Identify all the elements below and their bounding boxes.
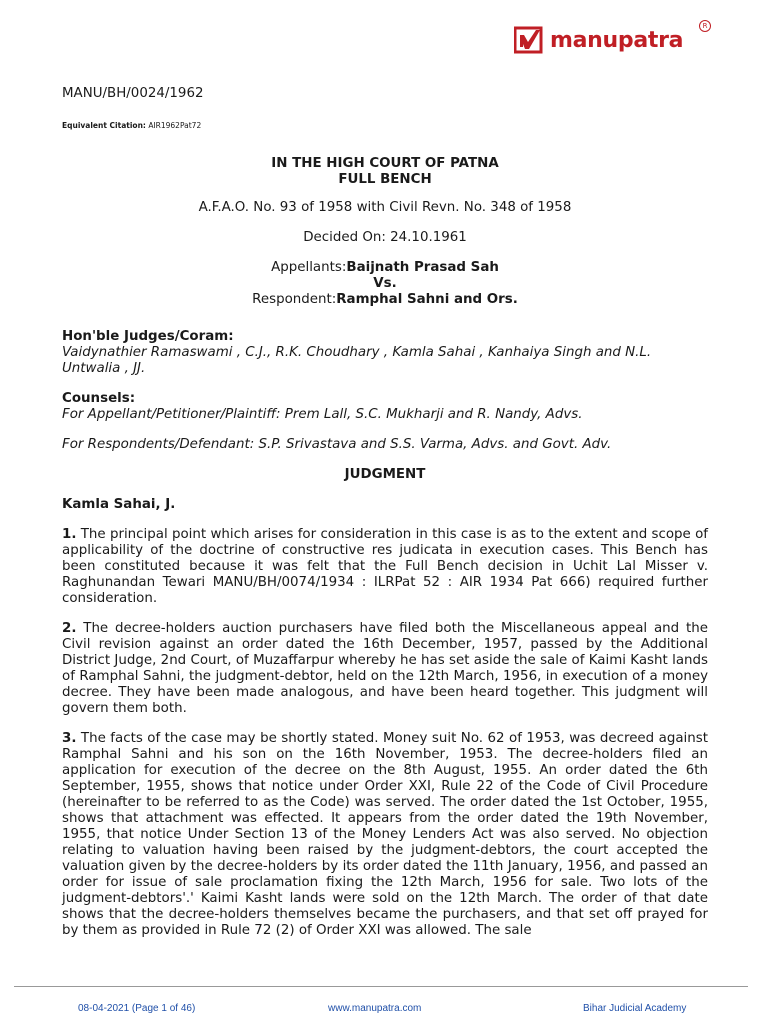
manupatra-logo-icon: [514, 25, 544, 55]
logo-text: manupatra: [550, 27, 684, 53]
paragraph-1: [62, 527, 708, 607]
parties-block: [62, 260, 708, 308]
respondent-label: Respondent:: [252, 292, 337, 307]
equivalent-citation: [62, 118, 708, 134]
equivalent-citation-label: Equivalent Citation:: [62, 121, 146, 130]
court-name: IN THE HIGH COURT OF PATNA: [271, 156, 499, 171]
paragraph-2: [62, 621, 708, 717]
paragraph-number: 1.: [62, 527, 77, 542]
appellants-line: [62, 260, 708, 276]
appellants-name: Baijnath Prasad Sah: [346, 260, 499, 275]
registered-mark: R: [699, 20, 711, 32]
footer-website-link[interactable]: www.manupatra.com: [328, 1003, 422, 1014]
respondent-name: Ramphal Sahni and Ors.: [336, 292, 518, 307]
footer-divider: [14, 986, 748, 987]
decided-date: Decided On: 24.10.1961: [303, 230, 467, 245]
counsel-appellant: For Appellant/Petitioner/Plaintiff: Prem Lall, S.C. Mukharji and R. Nandy, Advs.: [62, 407, 583, 422]
equivalent-citation-value: AIR1962Pat72: [148, 121, 202, 130]
footer-source: Bihar Judicial Academy: [583, 1003, 687, 1014]
bench-name: FULL BENCH: [338, 172, 432, 187]
judgment-author: Kamla Sahai, J.: [62, 497, 176, 512]
paragraph-text: The principal point which arises for consideration in this case is as to the extent and scope of applicability of the doctrine of constructive res judicata in execution cases. This Bench has been constituted because it was felt that the Full Bench decision in Uchit Lal Misser v. Raghunandan Tewari MANU/BH/0074/1934 : ILRPat 52 : AIR 1934 Pat 666) required further consideration.: [62, 527, 708, 606]
appellants-label: Appellants:: [271, 260, 347, 275]
versus: Vs.: [373, 276, 397, 291]
paragraph-text: The decree-holders auction purchasers have filed both the Miscellaneous appeal and the Civil revision against an order dated the 16th December, 1957, passed by the Additional District Judge, 2nd Court, of Muzaffarpur whereby he has set aside the sale of Kaimi Kasht lands of Ramphal Sahni, the judgment-debtor, held on the 12th March, 1956, in execution of a money decree. They have been made analogous, and have been heard together. This judgment will govern them both.: [62, 621, 708, 716]
paragraph-number: 3.: [62, 731, 77, 746]
case-number: A.F.A.O. No. 93 of 1958 with Civil Revn. No. 348 of 1958: [198, 200, 572, 215]
footer-page-info: 08-04-2021 (Page 1 of 46): [78, 1003, 196, 1014]
counsels-heading: Counsels:: [62, 391, 136, 406]
judges-list: Vaidynathier Ramaswami , C.J., R.K. Choudhary , Kamla Sahai , Kanhaiya Singh and N.L. Untwalia , JJ.: [62, 345, 652, 376]
manupatra-logo: [514, 22, 714, 58]
counsel-respondent: For Respondents/Defendant: S.P. Srivastava and S.S. Varma, Advs. and Govt. Adv.: [62, 437, 612, 452]
paragraph-number: 2.: [62, 621, 77, 636]
document-body: [62, 86, 708, 953]
judgment-title: JUDGMENT: [344, 467, 426, 482]
judges-heading: Hon'ble Judges/Coram:: [62, 329, 234, 344]
paragraph-text: The facts of the case may be shortly stated. Money suit No. 62 of 1953, was decreed against Ramphal Sahni and his son on the 16th November, 1953. The decree-holders filed an application for execution of the decree on the 8th August, 1955. An order dated the 6th September, 1955, shows that notice under Order XXI, Rule 22 of the Code of Civil Procedure (hereinafter to be referred to as the Code) was served. The order dated the 1st October, 1955, shows that attachment was effected. It appears from the order dated the 19th November, 1955, that notice Under Section 13 of the Money Lenders Act was also served. No objection relating to valuation having been raised by the judgment-debtors, the court accepted the valuation given by the decree-holders by its order dated the 11th January, 1956, and passed an order for issue of sale proclamation fixing the 12th March, 1956 for sale. Two lots of the judgment-debtors'.' Kaimi Kasht lands were sold on the 12th March. The order of that date shows that the decree-holders themselves became the purchasers, and that set off prayed for by them as provided in Rule 72 (2) of Order XXI was allowed. The sale: [62, 731, 708, 938]
paragraph-3: [62, 731, 708, 939]
manu-citation-id: MANU/BH/0024/1962: [62, 86, 204, 101]
respondent-line: [62, 292, 708, 308]
